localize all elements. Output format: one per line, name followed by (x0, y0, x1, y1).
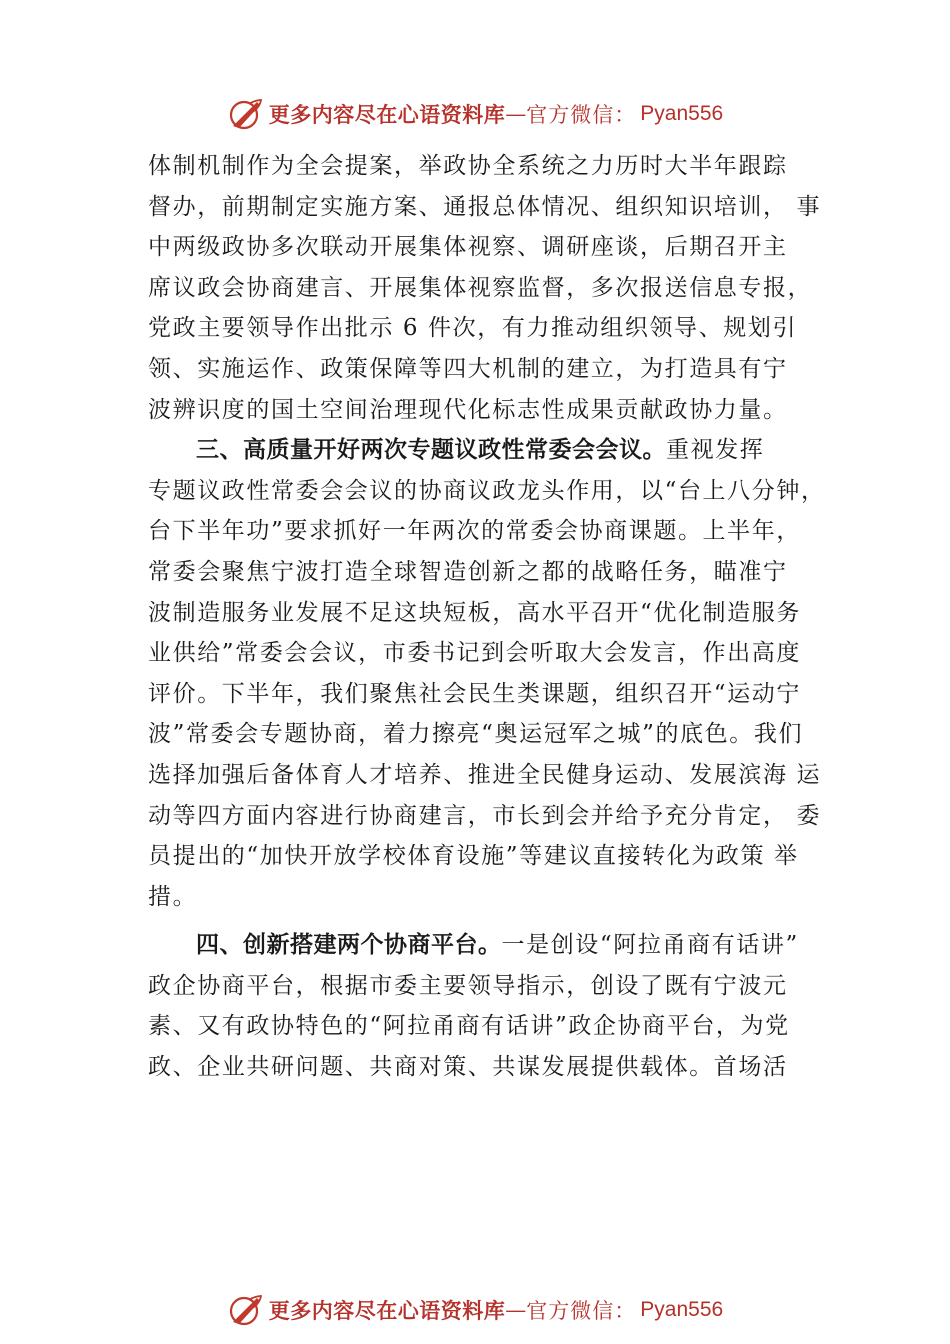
text-line: 体制机制作为全会提案，举政协全系统之力历时大半年跟踪 (148, 153, 788, 179)
text-line: 动等四方面内容进行协商建言，市长到会并给予充分肯定， 委 (148, 802, 822, 829)
text-line: 政企协商平台，根据市委主要领导指示，创设了既有宁波元 (148, 972, 788, 999)
paragraph-1 (148, 146, 822, 430)
section-heading-4: 四、创新搭建两个协商平台。 (196, 932, 502, 959)
paragraph-3-first-line (148, 925, 812, 966)
text-line: 领、实施运作、政策保障等四大机制的建立，为打造具有宁 (148, 355, 788, 382)
text-line: 督办，前期制定实施方案、通报总体情况、组织知识培训， 事 (148, 193, 822, 220)
section-heading-3: 三、高质量开好两次专题议政性常委会会议。 (196, 437, 666, 464)
text-run: 一是创设“阿拉甬商有话讲” (501, 932, 799, 959)
footer-watermark-banner (0, 1288, 950, 1332)
text-line: 波”常委会专题协商，着力擦亮“奥运冠军之城”的底色。我们 (148, 721, 804, 748)
text-line: 素、又有政协特色的“阿拉甬商有话讲”政企协商平台，为党 (148, 1013, 790, 1040)
text-line: 业供给”常委会会议，市委书记到会听取大会发言，作出高度 (148, 640, 801, 667)
text-line: 席议政会协商建言、开展集体视察监督，多次报送信息专报， (148, 274, 813, 301)
text-line: 台下半年功”要求抓好一年两次的常委会协商课题。上半年， (148, 518, 801, 545)
footer-official-label: 官方微信： (526, 1299, 637, 1323)
text-line: 选择加强后备体育人才培养、推进全民健身运动、发展滨海 运 (148, 761, 822, 788)
text-line: 措。 (148, 883, 198, 910)
footer-brand-text: 更多内容尽在心语资料库 (268, 1298, 506, 1323)
text-line: 评价。下半年，我们聚焦社会民生类课题，组织召开“运动宁 (148, 680, 801, 707)
text-line: 党政主要领导作出批示 6 件次，有力推动组织领导、规划引 (148, 315, 798, 342)
header-brand-text: 更多内容尽在心语资料库 (268, 102, 506, 127)
document-body (148, 146, 826, 1088)
text-line: 波辨识度的国土空间治理现代化标志性成果贡献政协力量。 (148, 396, 788, 423)
paragraph-3 (148, 925, 812, 1087)
header-wechat-id: Pyan556 (640, 102, 724, 125)
header-official-label: 官方微信： (526, 103, 637, 127)
text-run: 重视发挥 (666, 437, 765, 464)
text-line: 常委会聚焦宁波打造全球智造创新之都的战略任务，瞄准宁 (148, 558, 788, 585)
quill-logo-icon (227, 1292, 263, 1328)
header-watermark-banner (0, 92, 950, 136)
quill-logo-icon (227, 96, 263, 132)
paragraph-2-first-line (148, 430, 812, 471)
header-separator: — (505, 102, 527, 126)
text-line: 政、企业共研问题、共商对策、共谋发展提供载体。首场活 (148, 1054, 788, 1081)
footer-wechat-id: Pyan556 (640, 1298, 724, 1321)
text-line: 员提出的“加快开放学校体育设施”等建议直接转化为政策 举 (148, 843, 799, 870)
footer-separator: — (505, 1298, 527, 1322)
text-line: 专题议政性常委会会议的协商议政龙头作用，以“台上八分钟， (148, 477, 826, 504)
text-line: 波制造服务业发展不足这块短板，高水平召开“优化制造服务 (148, 599, 801, 626)
paragraph-2 (148, 430, 826, 917)
text-line: 中两级政协多次联动开展集体视察、调研座谈，后期召开主 (148, 234, 788, 261)
